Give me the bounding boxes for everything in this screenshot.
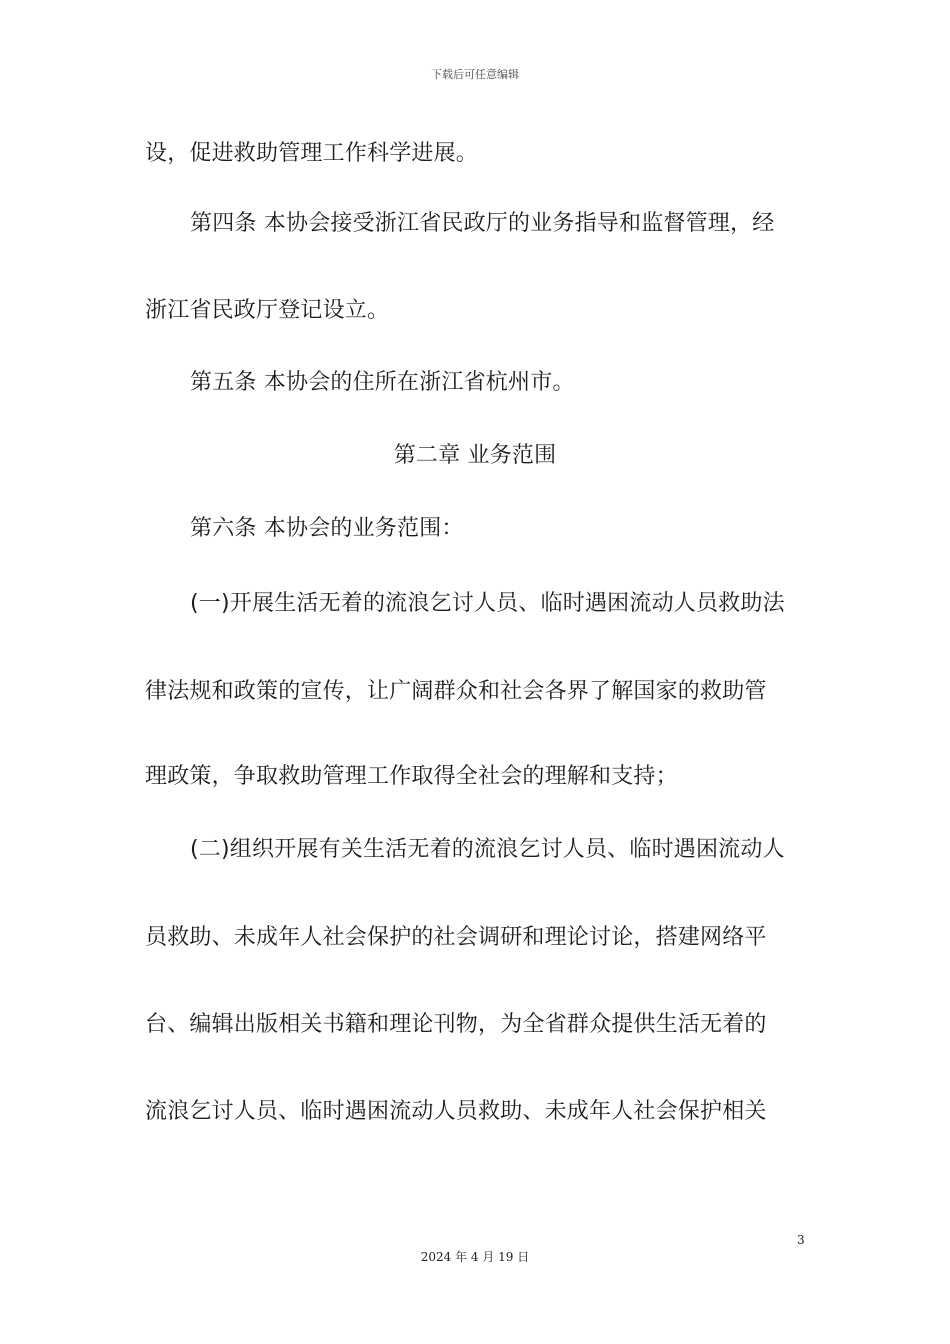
chapter-heading: 第二章 业务范围 bbox=[393, 443, 557, 468]
item-2: (二)组织开展有关生活无着的流浪乞讨人员、临时遇困流动人 bbox=[190, 837, 785, 862]
body-line: 流浪乞讨人员、临时遇困流动人员救助、未成年人社会保护相关 bbox=[145, 1099, 767, 1124]
body-line: 员救助、未成年人社会保护的社会调研和理论讨论，搭建网络平 bbox=[145, 925, 767, 950]
article-5: 第五条 本协会的住所在浙江省杭州市。 bbox=[190, 370, 575, 395]
item-1: (一)开展生活无着的流浪乞讨人员、临时遇困流动人员救助法 bbox=[190, 591, 785, 616]
footer-date: 2024 年 4 月 19 日 bbox=[420, 1250, 530, 1264]
body-line: 台、编辑出版相关书籍和理论刊物，为全省群众提供生活无着的 bbox=[145, 1012, 767, 1037]
body-line: 律法规和政策的宣传，让广阔群众和社会各界了解国家的救助管 bbox=[145, 679, 767, 704]
article-6: 第六条 本协会的业务范围： bbox=[190, 516, 464, 541]
body-line: 理政策，争取救助管理工作取得全社会的理解和支持； bbox=[145, 764, 678, 789]
page-number: 3 bbox=[797, 1233, 805, 1247]
body-line: 浙江省民政厅登记设立。 bbox=[145, 298, 390, 323]
article-4: 第四条 本协会接受浙江省民政厅的业务指导和监督管理，经 bbox=[190, 211, 775, 236]
page-header-note: 下载后可任意编辑 bbox=[431, 68, 519, 81]
body-line: 设，促进救助管理工作科学进展。 bbox=[145, 141, 479, 166]
